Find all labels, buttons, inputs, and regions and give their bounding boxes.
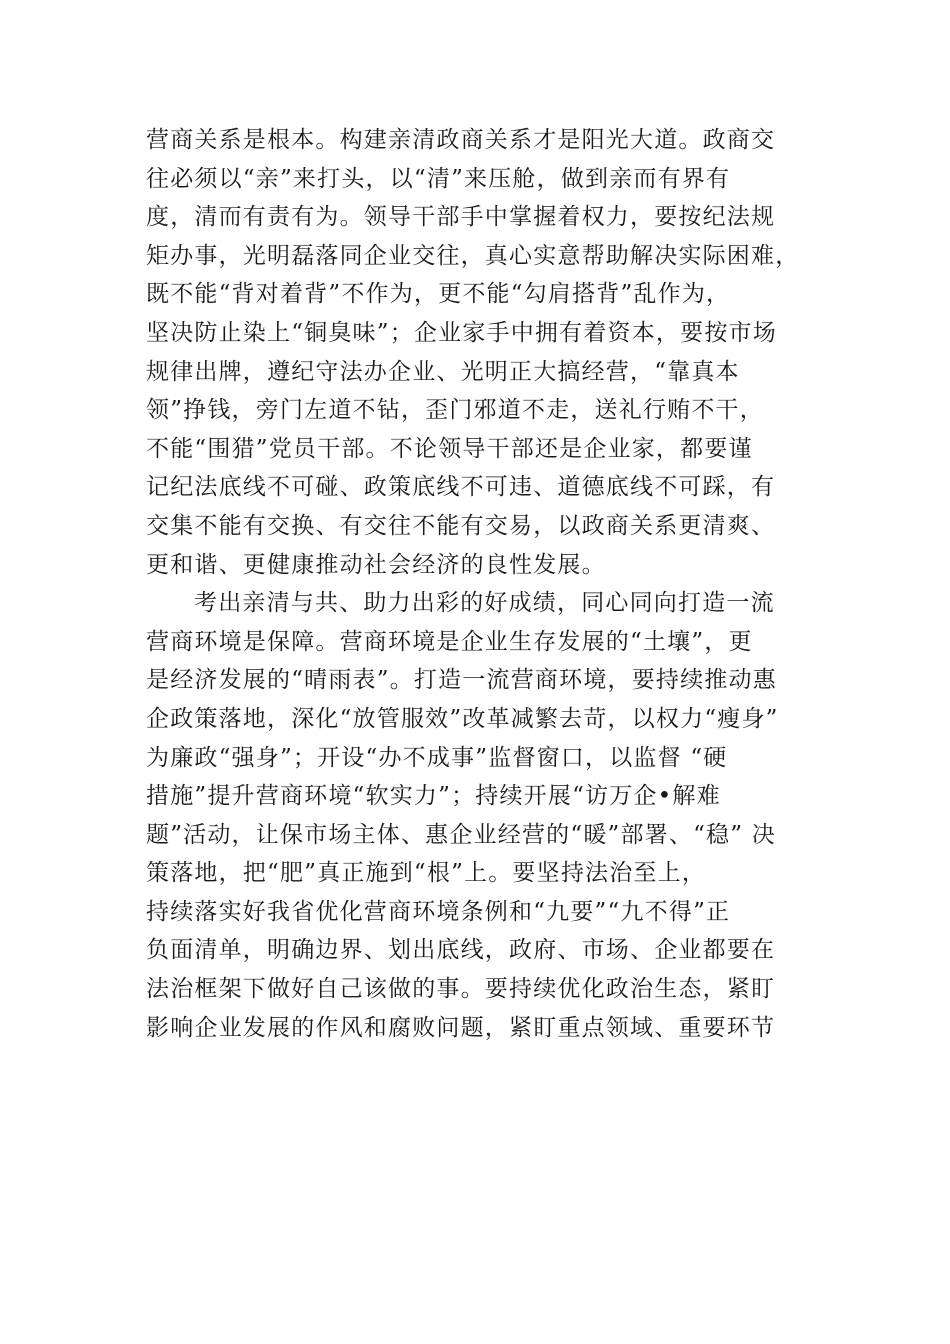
text-line: 营商环境是保障。营商环境是企业生存发展的“土壤”，更 <box>146 628 753 655</box>
text-line: 负面清单，明确边界、划出底线，政府、市场、企业都要在 <box>146 937 776 964</box>
text-line: 题”活动，让保市场主体、惠企业经营的“暖”部署、“稳” 决 <box>146 821 776 848</box>
text-line: 记纪法底线不可碰、政策底线不可违、道德底线不可踩，有 <box>146 474 776 501</box>
text-line: 影响企业发展的作风和腐败问题，紧盯重点领域、重要环节 <box>146 1014 776 1041</box>
text-line: 为廉政“强身”；开设“办不成事”监督窗口，以监督 “硬 <box>146 744 728 771</box>
text-line: 往必须以“亲”来打头，以“清”来压舱，做到亲而有界有 <box>146 165 731 192</box>
text-line: 既不能“背对着背”不作为，更不能“勾肩搭背”乱作为， <box>146 281 731 308</box>
text-line: 规律出牌，遵纪守法办企业、光明正大搞经营，“靠真本 <box>146 358 740 385</box>
text-line: 策落地，把“肥”真正施到“根”上。要坚持法治至上， <box>146 860 707 887</box>
text-line: 企政策落地，深化“放管服效”改革减繁去苛，以权力“瘦身” <box>146 705 779 732</box>
text-line: 领”挣钱，旁门左道不钻，歪门邪道不走，送礼行贿不干， <box>146 397 764 424</box>
text-line: 矩办事，光明磊落同企业交往，真心实意帮助解决实际困难， <box>146 242 800 269</box>
paragraph-start-line: 考出亲清与共、助力出彩的好成绩，同心同向打造一流 <box>194 590 775 617</box>
text-line: 措施”提升营商环境“软实力”；持续开展“访万企•解难 <box>146 783 721 810</box>
text-line: 持续落实好我省优化营商环境条例和“九要”“九不得”正 <box>146 898 731 925</box>
text-line: 不能“围猎”党员干部。不论领导干部还是企业家，都要谨 <box>146 435 753 462</box>
text-line: 更和谐、更健康推动社会经济的良性发展。 <box>146 551 606 578</box>
text-line: 交集不能有交换、有交往不能有交易，以政商关系更清爽、 <box>146 512 776 539</box>
text-line: 坚决防止染上“铜臭味”；企业家手中拥有着资本，要按市场 <box>146 319 777 346</box>
text-line: 度，清而有责有为。领导干部手中掌握着权力，要按纪法规 <box>146 204 776 231</box>
text-line: 法治框架下做好自己该做的事。要持续优化政治生态，紧盯 <box>146 976 776 1003</box>
text-line: 营商关系是根本。构建亲清政商关系才是阳光大道。政商交 <box>146 127 776 153</box>
body-text <box>146 121 826 1047</box>
text-line: 是经济发展的“晴雨表”。打造一流营商环境，要持续推动惠 <box>146 667 777 694</box>
